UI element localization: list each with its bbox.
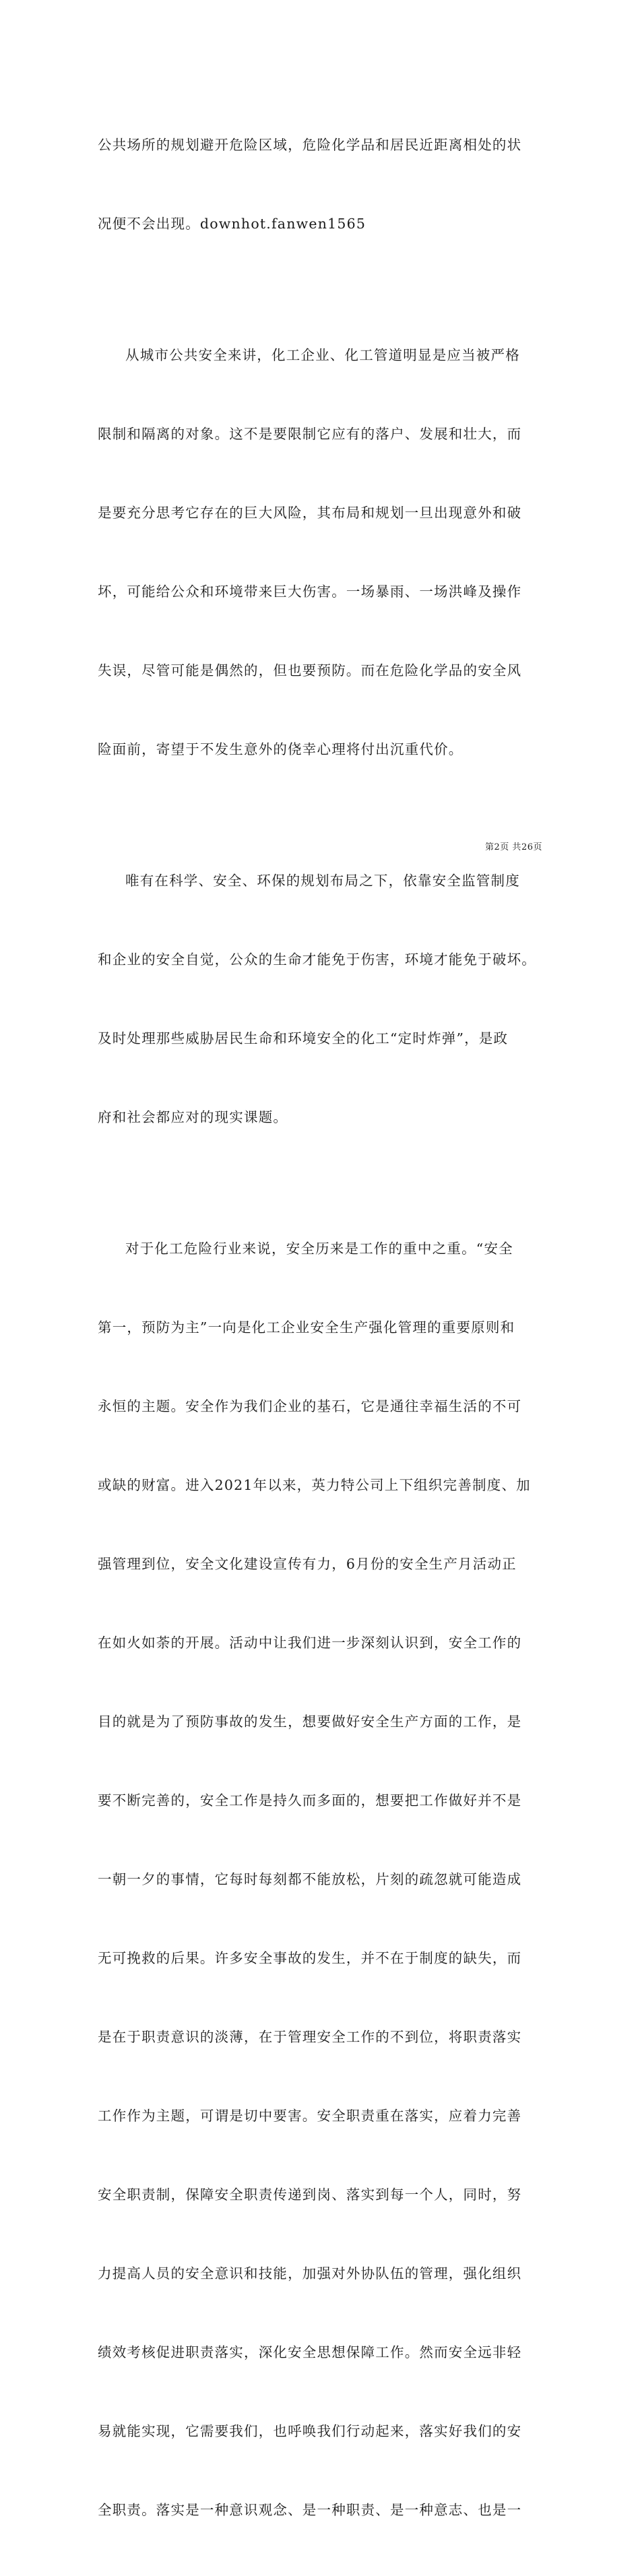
footer-middle: 页 共	[500, 842, 521, 852]
text-line: 永恒的主题。安全作为我们企业的基石，它是通往幸福生活的不可	[98, 1398, 522, 1414]
paragraph-3	[98, 815, 542, 1183]
text-line: 全职责。落实是一种意识观念、是一种职责、是一种意志、也是一	[98, 2502, 522, 2518]
total-page-count: 26	[521, 842, 534, 852]
text-line: 安全职责制，保障安全职责传递到岗、落实到每一个人，同时，努	[98, 2187, 522, 2203]
text-line: 是在于职责意识的淡薄，在于管理安全工作的不到位，将职责落实	[98, 2029, 522, 2045]
text-line: 从城市公共安全来讲，化工企业、化工管道明显是应当被严格	[125, 347, 520, 363]
text-line: 易就能实现，它需要我们，也呼唤我们行动起来，落实好我们的安	[98, 2423, 522, 2439]
text-line: 是要充分思考它存在的巨大风险，其布局和规划一旦出现意外和破	[98, 505, 522, 521]
text-line: 强管理到位，安全文化建设宣传有力，6月份的安全生产月活动正	[98, 1556, 517, 1572]
text-line: 及时处理那些威胁居民生命和环境安全的化工“定时炸弹”，是政	[98, 1030, 509, 1046]
text-line: 府和社会都应对的现实课题。	[98, 1109, 288, 1125]
text-line: 要不断完善的，安全工作是持久而多面的，想要把工作做好并不是	[98, 1792, 522, 1809]
text-line: 绩效考核促进职责落实，深化安全思想保障工作。然而安全远非轻	[98, 2344, 522, 2360]
text-line: 工作作为主题，可谓是切中要害。安全职责重在落实，应着力完善	[98, 2108, 522, 2124]
text-line: 在如火如荼的开展。活动中让我们进一步深刻认识到，安全工作的	[98, 1635, 522, 1651]
text-line: 险面前，寄望于不发生意外的侥幸心理将付出沉重代价。	[98, 741, 463, 757]
body-text	[98, 80, 542, 2576]
text-line: 目的就是为了预防事故的发生，想要做好安全生产方面的工作，是	[98, 1714, 522, 1730]
text-line: 或缺的财富。进入2021年以来，英力特公司上下组织完善制度、加	[98, 1477, 531, 1493]
paragraph-4	[98, 1183, 542, 2576]
text-line: 无可挽救的后果。许多安全事故的发生，并不在于制度的缺失，而	[98, 1950, 522, 1966]
text-line: 一朝一夕的事情，它每时每刻都不能放松，片刻的疏忽就可能造成	[98, 1871, 522, 1887]
text-line: 况便不会出现。downhot.fanwen1565	[98, 216, 366, 232]
current-page-number: 2	[494, 842, 501, 852]
paragraph-1	[98, 80, 542, 290]
text-line: 限制和隔离的对象。这不是要限制它应有的落户、发展和壮大，而	[98, 426, 522, 442]
footer-prefix: 第	[485, 842, 494, 852]
text-line: 第一，预防为主”一向是化工企业安全生产强化管理的重要原则和	[98, 1319, 515, 1336]
text-line: 唯有在科学、安全、环保的规划布局之下，依靠安全监管制度	[125, 873, 520, 889]
footer-suffix: 页	[533, 842, 542, 852]
text-line: 失误，尽管可能是偶然的，但也要预防。而在危险化学品的安全风	[98, 662, 522, 679]
paragraph-2	[98, 290, 542, 815]
text-line: 对于化工危险行业来说，安全历来是工作的重中之重。“安全	[125, 1240, 513, 1257]
text-line: 公共场所的规划避开危险区域，危险化学品和居民近距离相处的状	[98, 137, 522, 153]
text-line: 坏，可能给公众和环境带来巨大伤害。一场暴雨、一场洪峰及操作	[98, 584, 522, 600]
page-number-footer	[485, 840, 542, 852]
text-line: 和企业的安全自觉，公众的生命才能免于伤害，环境才能免于破坏。	[98, 951, 536, 968]
text-line: 力提高人员的安全意识和技能，加强对外协队伍的管理，强化组织	[98, 2265, 522, 2282]
